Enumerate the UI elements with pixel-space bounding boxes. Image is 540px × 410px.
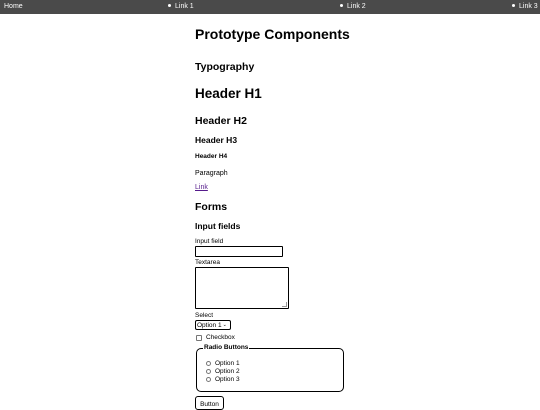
radio-option-3[interactable] <box>206 376 240 383</box>
nav-link-1[interactable] <box>168 3 194 10</box>
header-h2: Header H2 <box>195 115 247 127</box>
primary-button[interactable]: Button <box>195 396 224 410</box>
forms-heading: Forms <box>195 201 228 213</box>
radio-button[interactable] <box>206 369 211 374</box>
radio-fieldset <box>196 344 344 392</box>
radio-option-label: Option 2 <box>215 368 240 375</box>
input-field-label: Input field <box>195 238 224 245</box>
radio-option-2[interactable] <box>206 368 240 375</box>
header-h4: Header H4 <box>195 153 228 160</box>
bullet-icon <box>512 4 515 7</box>
checkbox[interactable] <box>196 335 202 341</box>
checkbox-row[interactable] <box>196 334 235 341</box>
select-dropdown[interactable] <box>195 320 231 330</box>
paragraph-text: Paragraph <box>195 170 228 177</box>
radio-button[interactable] <box>206 361 211 366</box>
radio-option-label: Option 1 <box>215 360 240 367</box>
typography-heading: Typography <box>195 61 255 73</box>
nav-link-2-label: Link 2 <box>347 3 366 10</box>
nav-home-link[interactable]: Home <box>4 3 23 10</box>
select-label: Select <box>195 312 214 319</box>
nav-link-3[interactable] <box>512 3 538 10</box>
input-field[interactable] <box>195 246 283 257</box>
radio-legend: Radio Buttons <box>204 344 249 351</box>
nav-link-2[interactable] <box>340 3 366 10</box>
select-value: Option 1 <box>197 321 222 329</box>
bullet-icon <box>340 4 343 7</box>
textarea-field[interactable] <box>195 267 289 309</box>
top-navigation-bar <box>0 0 540 14</box>
checkbox-label: Checkbox <box>206 334 235 341</box>
radio-button[interactable] <box>206 377 211 382</box>
radio-option-label: Option 3 <box>215 376 240 383</box>
textarea-label: Textarea <box>195 259 220 266</box>
input-fields-heading: Input fields <box>195 221 241 231</box>
header-h1: Header H1 <box>195 86 262 101</box>
nav-link-3-label: Link 3 <box>519 3 538 10</box>
radio-option-1[interactable] <box>206 360 240 367</box>
sample-link[interactable]: Link <box>195 184 208 191</box>
header-h3: Header H3 <box>195 135 238 145</box>
page-title: Prototype Components <box>195 26 350 42</box>
chevron-down-icon: ⌄ <box>222 322 227 328</box>
nav-link-1-label: Link 1 <box>175 3 194 10</box>
bullet-icon <box>168 4 171 7</box>
